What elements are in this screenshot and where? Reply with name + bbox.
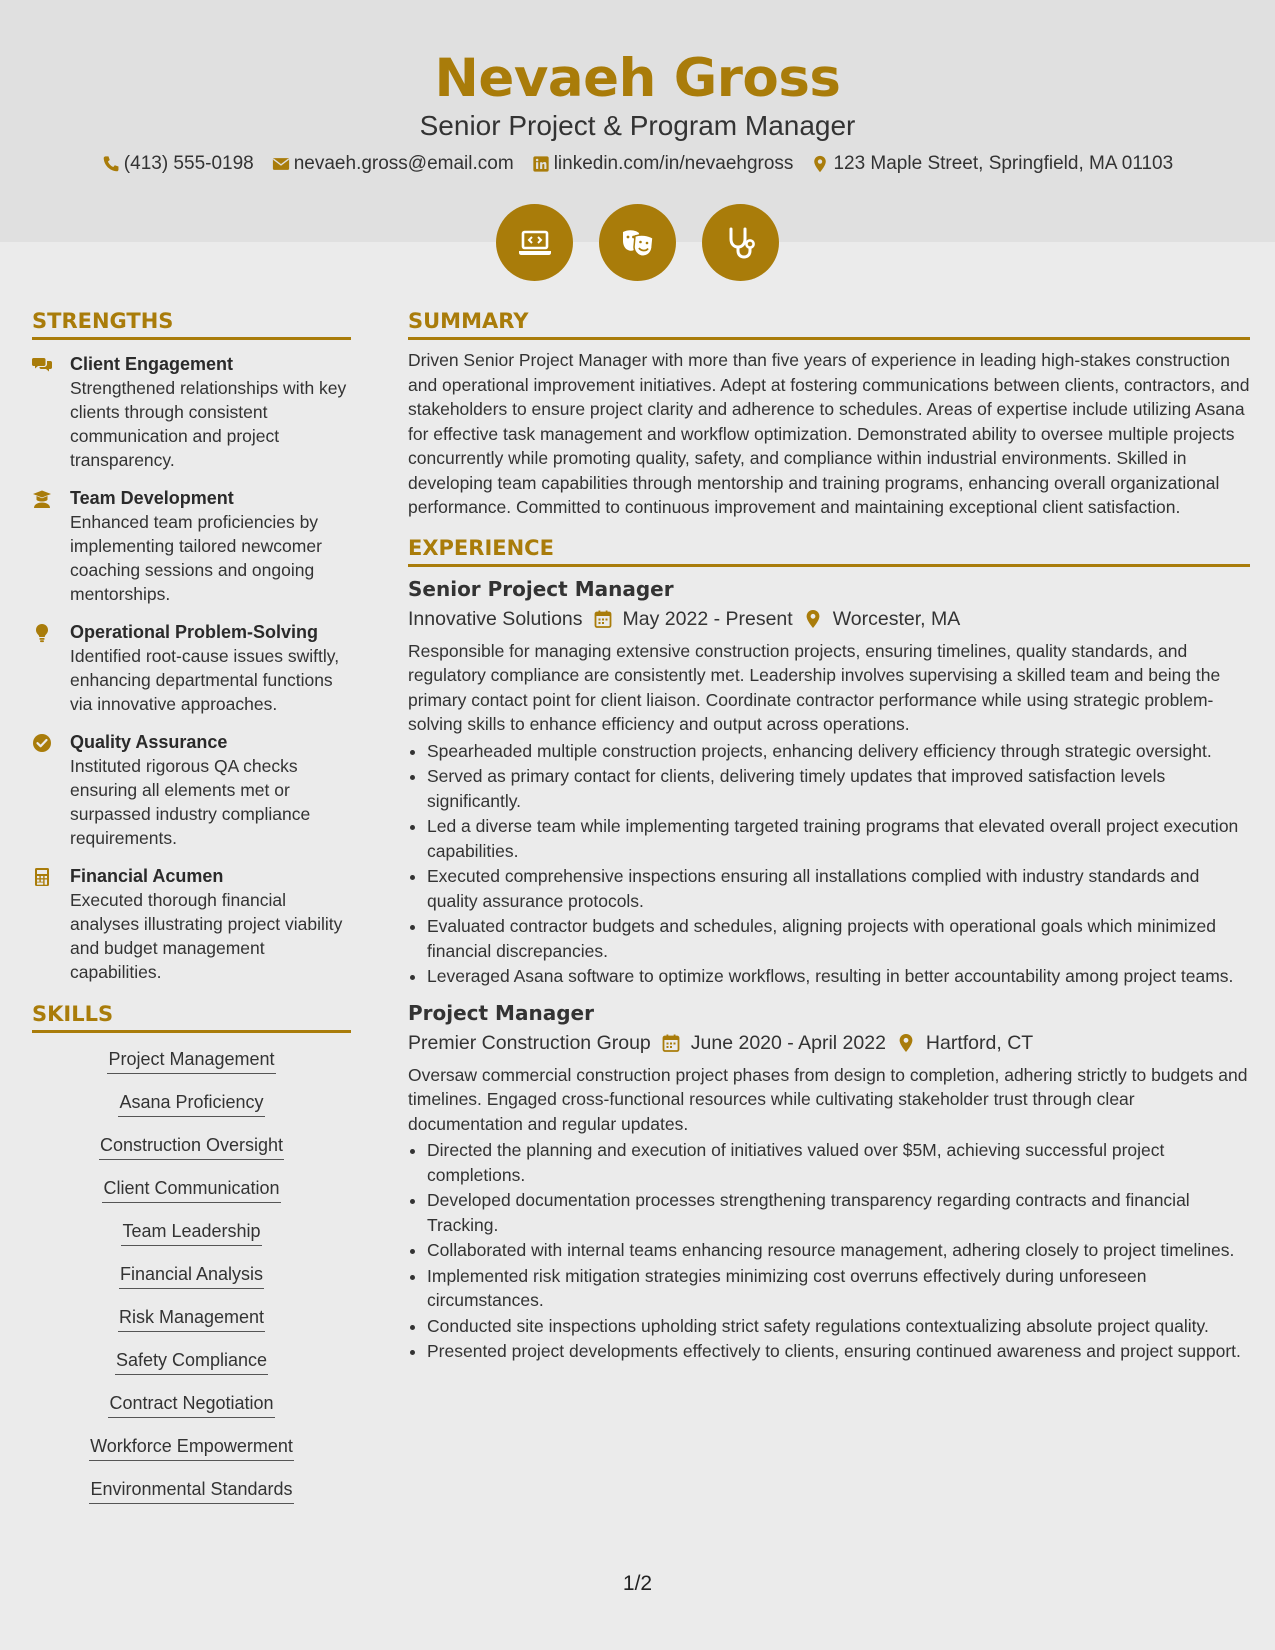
strength-desc: Instituted rigorous QA checks ensuring all elements met or surpassed industry compliance requirements. [70,756,311,848]
job-bullet: • Directed the planning and execution of initiatives valued over $5M, achieving successful project completions. [427,1138,1250,1187]
strength-item [32,352,351,472]
job-bullet: • Developed documentation processes strengthening transparency regarding contracts and financial Tracking. [427,1188,1250,1237]
skills-heading: SKILLS [32,1000,351,1033]
job-title: Senior Project Manager [408,576,674,601]
strength-item [32,730,351,850]
stethoscope-icon [721,223,761,263]
map-marker-icon [811,155,829,173]
comments-icon [32,352,70,472]
job-dates: June 2020 - April 2022 [690,1031,886,1054]
strength-title: Team Development [70,488,234,508]
contact-email-text: nevaeh.gross@email.com [293,153,514,174]
skills-list [32,1047,351,1520]
strength-title: Operational Problem-Solving [70,622,319,642]
contact-address-text: 123 Maple Street, Springfield, MA 01103 [833,153,1174,174]
strength-desc: Identified root-cause issues swiftly, enhancing departmental functions via innovative approaches. [70,646,340,714]
skill-tag: Team Leadership [121,1219,261,1246]
job-bullet: • Implemented risk mitigation strategies minimizing cost overruns effectively during unforeseen circumstances. [427,1264,1250,1313]
job-company: Premier Construction Group [408,1031,651,1054]
contact-linkedin-text: linkedin.com/in/nevaehgross [553,153,794,174]
strengths-list [32,352,351,984]
map-marker-icon [896,1033,916,1053]
laptop-code-icon [515,223,555,263]
job-bullet: • Led a diverse team while implementing targeted training programs that elevated overall project execution capabilities. [427,814,1250,863]
job-location: Worcester, MA [832,607,961,630]
contact-bar [0,151,1275,177]
skill-tag: Construction Oversight [99,1133,284,1160]
page-number: 1/2 [622,1572,653,1595]
calendar-icon [661,1033,681,1053]
contact-phone[interactable] [102,151,254,177]
theater-masks-icon [618,223,658,263]
strength-item [32,864,351,984]
job-location: Hartford, CT [925,1031,1034,1054]
contact-linkedin[interactable] [532,151,794,177]
candidate-role: Senior Project & Program Manager [419,110,856,141]
job-bullets [408,1138,1250,1364]
strength-title: Financial Acumen [70,866,224,886]
experience-heading: EXPERIENCE [408,534,1250,567]
skill-tag: Asana Proficiency [118,1090,264,1117]
job-title: Project Manager [408,1000,594,1025]
chalkboard-teacher-icon [32,486,70,606]
badge-stethoscope [702,204,779,281]
strength-desc: Strengthened relationships with key clients through consistent communication and project transparency. [70,378,347,470]
right-column [408,307,1250,1365]
skill-tag: Project Management [107,1047,275,1074]
interest-badges [0,204,1275,281]
job-bullet: • Collaborated with internal teams enhancing resource management, adhering closely to project timelines. [427,1238,1250,1263]
badge-laptop [496,204,573,281]
job-bullet: • Evaluated contractor budgets and schedules, aligning projects with operational goals which minimized financial discrepancies. [427,914,1250,963]
job-entry [408,575,1250,989]
job-description: Responsible for managing extensive construction projects, ensuring timelines, quality standards, and regulatory compliance are consistently met. Leadership involves supervising a skilled team and being the primary contact point for client liaison. Coordinate contractor performance while using strategic problem-solving skills to enhance efficiency and output across operations. [408,640,1221,734]
job-bullets [408,739,1250,989]
skill-tag: Risk Management [118,1305,265,1332]
summary-heading: SUMMARY [408,307,1250,340]
job-bullet: • Conducted site inspections upholding strict safety regulations contextualizing absolute project quality. [427,1314,1250,1339]
skill-tag: Financial Analysis [119,1262,264,1289]
strengths-heading: STRENGTHS [32,307,351,340]
skill-tag: Contract Negotiation [108,1391,274,1418]
linkedin-icon [532,155,550,173]
check-circle-icon [32,730,70,850]
map-marker-icon [803,609,823,629]
strength-item [32,620,351,716]
strength-item [32,486,351,606]
phone-icon [102,155,120,173]
contact-address [811,151,1173,177]
strength-title: Quality Assurance [70,732,228,752]
strength-desc: Executed thorough financial analyses illustrating project viability and budget management capabilities. [70,890,343,982]
job-description: Oversaw commercial construction project phases from design to completion, adhering strictly to budgets and timelines. Engaged cross-functional resources while cultivating stakeholder trust through clear documentation and regular updates. [408,1064,1248,1134]
lightbulb-icon [32,620,70,716]
job-bullet: • Presented project developments effectively to clients, ensuring continued awareness and project support. [427,1339,1250,1364]
job-dates: May 2022 - Present [622,607,793,630]
job-meta [408,605,1250,633]
job-bullet: • Leveraged Asana software to optimize workflows, resulting in better accountability among project teams. [427,964,1250,989]
left-column [32,307,351,1520]
contact-phone-text: (413) 555-0198 [123,153,254,174]
candidate-name: Nevaeh Gross [434,48,841,109]
job-entry [408,999,1250,1364]
skill-tag: Environmental Standards [89,1477,293,1504]
job-company: Innovative Solutions [408,607,583,630]
badge-masks [599,204,676,281]
summary-text: Driven Senior Project Manager with more than five years of experience in leading high-stakes construction and operational improvement initiatives. Adept at fostering communications between clients, contractors, and stakeholders to ensure project clarity and adherence to schedules. Areas of expertise include utilizing Asana for effective task management and workflow optimization. Demonstrated ability to oversee multiple projects concurrently while promoting quality, safety, and compliance within industrial environments. Skilled in developing team capabilities through mentorship and training programs, enhancing overall organizational performance. Committed to continuous improvement and maintaining exceptional client satisfaction. [408,350,1250,517]
calendar-icon [593,609,613,629]
strength-desc: Enhanced team proficiencies by implementing tailored newcomer coaching sessions and ongoing mentorships. [70,512,322,604]
calculator-icon [32,864,70,984]
job-bullet: • Executed comprehensive inspections ensuring all installations complied with industry standards and quality assurance protocols. [427,864,1250,913]
job-bullet: • Spearheaded multiple construction projects, enhancing delivery efficiency through strategic oversight. [427,739,1250,764]
strength-title: Client Engagement [70,354,234,374]
skill-tag: Safety Compliance [115,1348,268,1375]
envelope-icon [272,155,290,173]
job-meta [408,1029,1250,1057]
skill-tag: Workforce Empowerment [89,1434,294,1461]
contact-email[interactable] [272,151,514,177]
job-bullet: • Served as primary contact for clients, delivering timely updates that improved satisfaction levels significantly. [427,764,1250,813]
skill-tag: Client Communication [102,1176,280,1203]
